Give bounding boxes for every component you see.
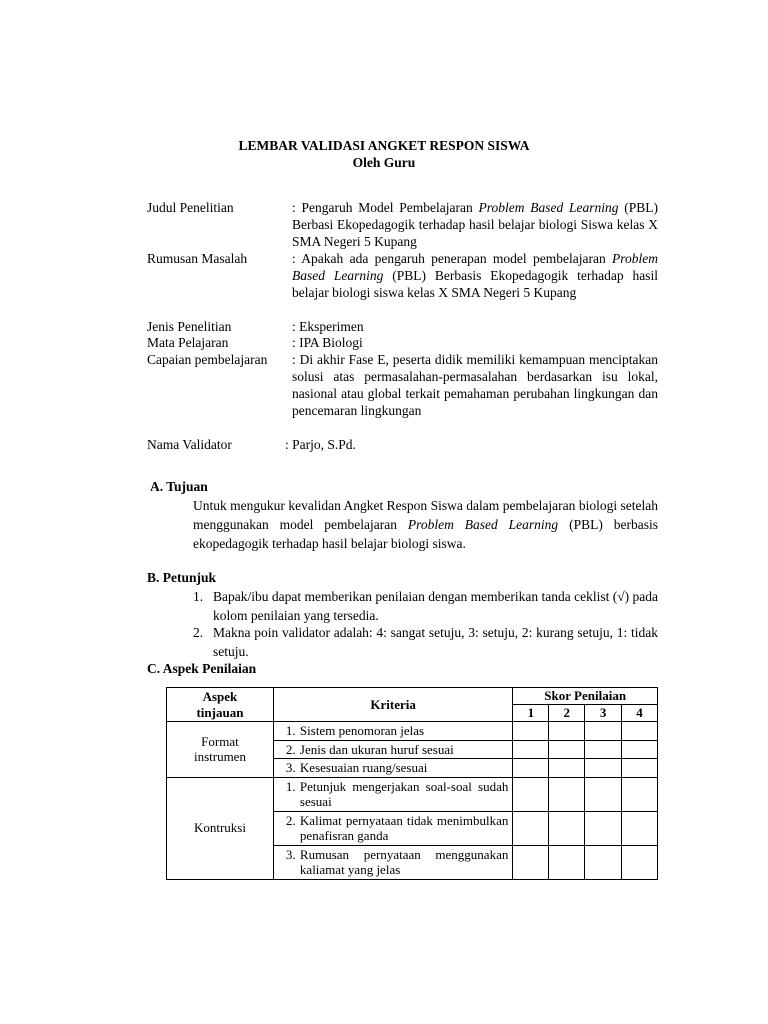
aspek-cell: Format instrumen [167, 722, 274, 778]
score-cell[interactable] [585, 777, 622, 811]
score-cell[interactable] [585, 722, 622, 741]
rumusan-text-2: (PBL) Berbasis Ekopedagogik terhadap hasil belajar biologi siswa kelas X SMA Negeri 5 Kupang [292, 268, 658, 300]
validator-label: Nama Validator [147, 437, 232, 452]
criteria-cell [273, 811, 512, 845]
score-cell[interactable] [585, 845, 622, 879]
judul-value [292, 199, 658, 250]
score-cell[interactable] [513, 759, 549, 778]
petunjuk-text: Makna poin validator adalah: 4: sangat setuju, 3: setuju, 2: kurang setuju, 1: tidak setuju. [213, 625, 658, 659]
rumusan-value [292, 250, 658, 301]
score-cell[interactable] [622, 845, 658, 879]
capaian-value: : Di akhir Fase E, peserta didik memiliki kemampuan menciptakan solusi atas permasalahan-permasalahan berdasarkan isu lokal, nasional atau global terkait pemahaman perubahan lingkungan dan pencemaran lingkungan [292, 352, 658, 418]
criteria-cell [273, 845, 512, 879]
rumusan-text-1: : Apakah ada pengaruh penerapan model pembelajaran [292, 251, 612, 266]
score-cell[interactable] [622, 740, 658, 759]
criteria-text: Rumusan pernyataan menggunakan kaliamat yang jelas [299, 846, 509, 877]
petunjuk-item [193, 623, 658, 661]
criteria-number: 3. [285, 760, 296, 775]
petunjuk-item [193, 587, 658, 625]
section-a-text-2: (PBL) berbasis ekopedagogik terhadap hasil belajar biologi siswa. [193, 517, 658, 551]
score-header: 1 [513, 705, 549, 722]
judul-text-1: : Pengaruh Model Pembelajaran [292, 200, 479, 215]
score-cell[interactable] [513, 722, 549, 741]
table-row [167, 722, 658, 741]
score-cell[interactable] [549, 811, 585, 845]
score-header: 4 [622, 705, 658, 722]
rumusan-label: Rumusan Masalah [147, 251, 248, 266]
judul-text-italic: Problem Based Learning [478, 200, 619, 215]
score-cell[interactable] [549, 845, 585, 879]
score-cell[interactable] [585, 759, 622, 778]
mapel-value: : IPA Biologi [292, 335, 363, 350]
score-cell[interactable] [549, 722, 585, 741]
jenis-label: Jenis Penelitian [147, 319, 232, 334]
score-cell[interactable] [585, 740, 622, 759]
judul-text-2: (PBL) Berbasi Ekopedagogik terhadap hasil belajar biologi Siswa kelas X SMA Negeri 5 Kupang [292, 200, 659, 249]
score-header: 2 [549, 705, 585, 722]
score-cell[interactable] [549, 740, 585, 759]
criteria-text: Petunjuk mengerjakan soal-soal sudah sesuai [299, 778, 509, 809]
criteria-text: Kesesuaian ruang/sesuai [299, 760, 428, 775]
page-title: LEMBAR VALIDASI ANGKET RESPON SISWA [238, 138, 530, 153]
petunjuk-number: 1. [193, 589, 204, 604]
score-cell[interactable] [585, 811, 622, 845]
section-a-heading: A. Tujuan [150, 479, 208, 494]
jenis-value: : Eksperimen [292, 319, 364, 334]
score-cell[interactable] [513, 740, 549, 759]
rumusan-text-italic: Problem Based Learning [292, 251, 658, 283]
petunjuk-number: 2. [193, 625, 204, 640]
criteria-number: 2. [285, 741, 296, 757]
section-a-text-1: Untuk mengukur kevalidan Angket Respon Siswa dalam pembelajaran biologi setelah menggunakan model pembelajaran [193, 498, 658, 532]
section-b-heading: B. Petunjuk [147, 570, 217, 585]
score-cell[interactable] [622, 811, 658, 845]
page-subtitle: Oleh Guru [352, 155, 416, 170]
criteria-cell [273, 722, 512, 741]
score-cell[interactable] [549, 759, 585, 778]
score-header: 3 [585, 705, 622, 722]
score-cell[interactable] [513, 777, 549, 811]
section-a-text-italic: Problem Based Learning [407, 517, 559, 532]
criteria-number: 3. [285, 846, 296, 862]
header-kriteria: Kriteria [273, 688, 512, 722]
criteria-number: 1. [285, 723, 296, 738]
section-c-heading: C. Aspek Penilaian [147, 661, 257, 676]
score-cell[interactable] [513, 811, 549, 845]
score-cell[interactable] [622, 759, 658, 778]
criteria-text: Kalimat pernyataan tidak menimbulkan penafisran ganda [299, 812, 509, 843]
assessment-table [166, 687, 658, 880]
section-a-text [193, 496, 658, 553]
criteria-number: 2. [285, 812, 296, 828]
criteria-text: Jenis dan ukuran huruf sesuai [299, 741, 454, 757]
score-cell[interactable] [549, 777, 585, 811]
header-skor: Skor Penilaian [513, 688, 658, 705]
validator-value: : Parjo, S.Pd. [285, 437, 356, 452]
score-cell[interactable] [622, 777, 658, 811]
capaian-label: Capaian pembelajaran [147, 352, 268, 367]
score-cell[interactable] [513, 845, 549, 879]
criteria-cell [273, 777, 512, 811]
mapel-label: Mata Pelajaran [147, 335, 229, 350]
judul-label: Judul Penelitian [147, 200, 234, 215]
criteria-cell [273, 759, 512, 778]
criteria-text: Sistem penomoran jelas [299, 723, 425, 738]
petunjuk-text: Bapak/ibu dapat memberikan penilaian dengan memberikan tanda ceklist (√) pada kolom penilaian yang tersedia. [213, 589, 658, 623]
criteria-number: 1. [285, 778, 296, 794]
aspek-cell: Kontruksi [167, 777, 274, 879]
score-cell[interactable] [622, 722, 658, 741]
header-aspek: Aspek tinjauan [167, 688, 274, 722]
criteria-cell [273, 740, 512, 759]
table-row [167, 777, 658, 811]
